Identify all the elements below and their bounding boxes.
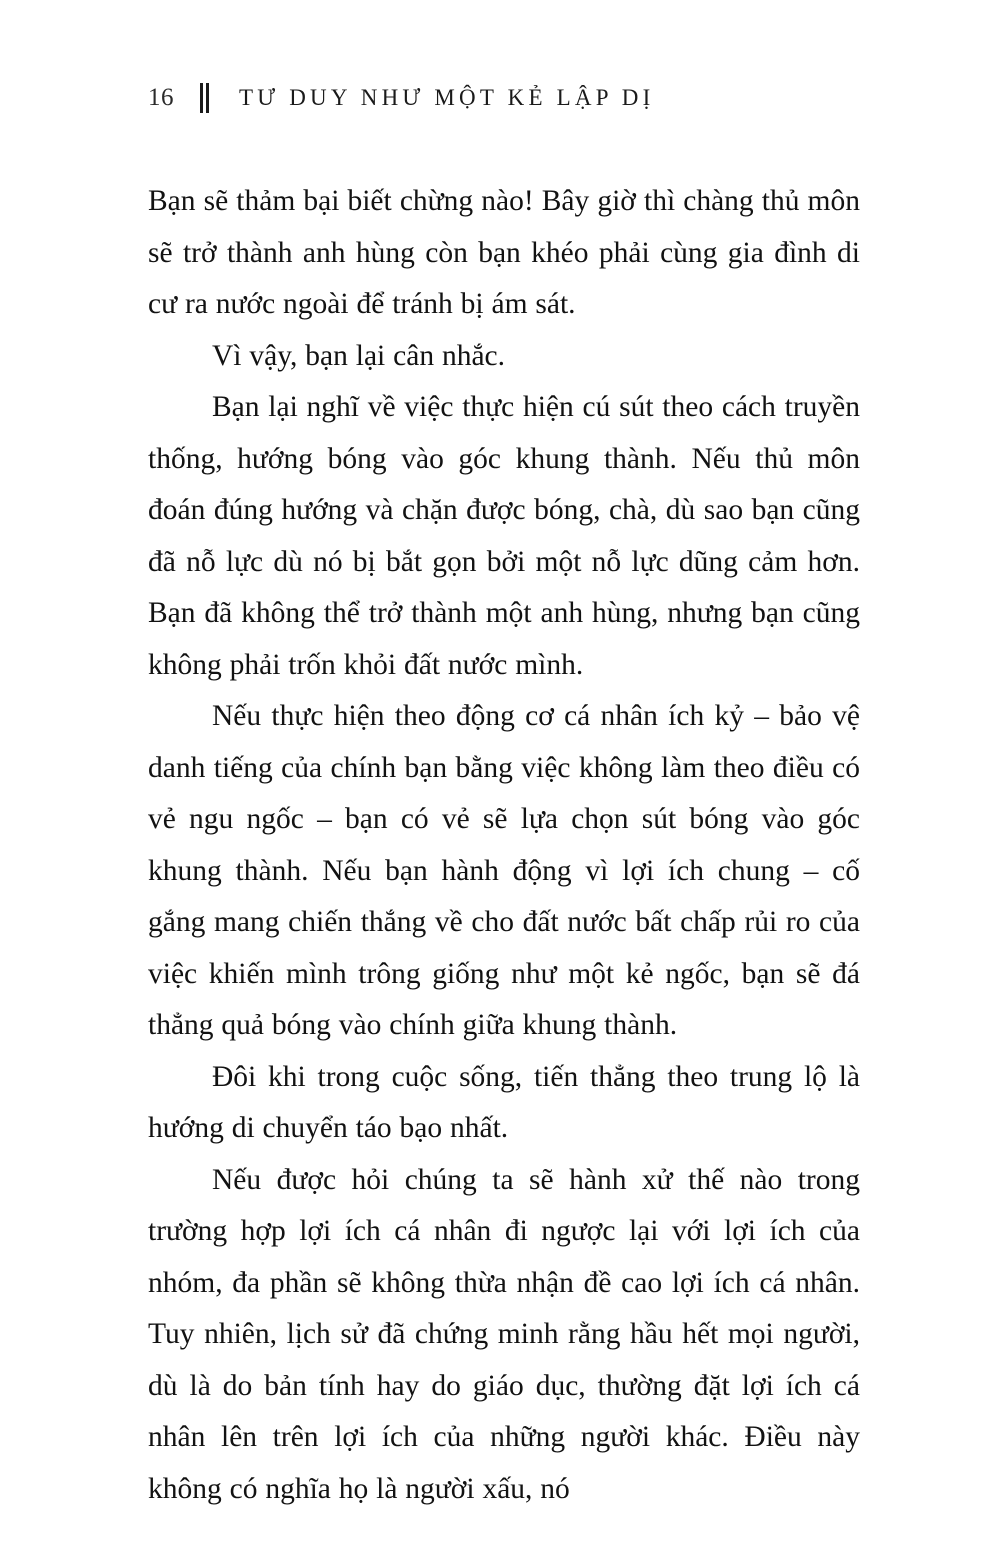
paragraph: Nếu được hỏi chúng ta sẽ hành xử thế nào trong trường hợp lợi ích cá nhân đi ngược lại với lợi ích của nhóm, đa phần sẽ không thừa nhận đề cao lợi ích cá nhân. Tuy nhiên, lịch sử đã chứng minh rằng hầu hết mọi người, dù là do bản tính hay do giáo dục, thường đặt lợi ích cá nhân lên trên lợi ích của những người khác. Điều này không có nghĩa họ là người xấu, nó: [148, 1163, 860, 1505]
paragraph: Vì vậy, bạn lại cân nhắc.: [212, 339, 506, 372]
double-vertical-rule-icon: [200, 83, 209, 113]
running-head-title: TƯ DUY NHƯ MỘT KẺ LẬP DỊ: [239, 85, 655, 110]
paragraph: Đôi khi trong cuộc sống, tiến thẳng theo trung lộ là hướng di chuyển táo bạo nhất.: [148, 1060, 860, 1144]
paragraph: Nếu thực hiện theo động cơ cá nhân ích kỷ – bảo vệ danh tiếng của chính bạn bằng việc không làm theo điều có vẻ ngu ngốc – bạn có vẻ sẽ lựa chọn sút bóng vào góc khung thành. Nếu bạn hành động vì lợi ích chung – cố gắng mang chiến thắng về cho đất nước bất chấp rủi ro của việc khiến mình trông giống như một kẻ ngốc, bạn sẽ đá thẳng quả bóng vào chính giữa khung thành.: [148, 700, 860, 1041]
body-text: [148, 176, 860, 1515]
page-number: 16: [148, 84, 174, 111]
paragraph: Bạn lại nghĩ về việc thực hiện cú sút theo cách truyền thống, hướng bóng vào góc khung thành. Nếu thủ môn đoán đúng hướng và chặn được bóng, chà, dù sao bạn cũng đã nỗ lực dù nó bị bắt gọn bởi một nỗ lực dũng cảm hơn. Bạn đã không thể trở thành một anh hùng, nhưng bạn cũng không phải trốn khỏi đất nước mình.: [148, 391, 860, 681]
paragraph: Bạn sẽ thảm bại biết chừng nào! Bây giờ thì chàng thủ môn sẽ trở thành anh hùng còn bạn khéo phải cùng gia đình di cư ra nước ngoài để tránh bị ám sát.: [148, 185, 860, 320]
running-head: [148, 78, 860, 118]
